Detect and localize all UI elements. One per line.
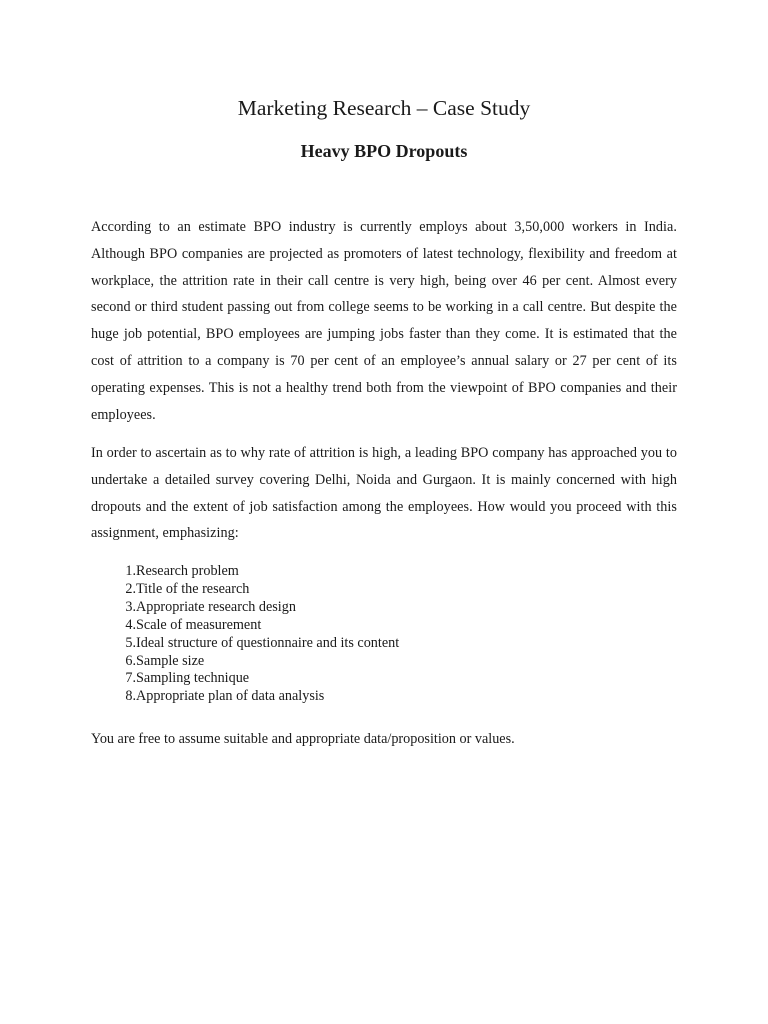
list-item-text: Research problem xyxy=(136,563,239,579)
list-item-number: 6. xyxy=(125,652,136,669)
intro-paragraph: According to an estimate BPO industry is currently employs about 3,50,000 workers in India. Although BPO companies are projected as promoters of latest technology, flexibility and freedom at workplace, the attrition rate in their call centre is very high, being over 46 per cent. Almost every second or third student passing out from college seems to be working in a call centre. But despite the huge job potential, BPO employees are jumping jobs faster than they come. It is estimated that the cost of attrition to a company is 70 per cent of an employee’s annual salary or 27 per cent of its operating expenses. This is not a healthy trend both from the viewpoint of BPO companies and their employees. xyxy=(91,219,677,423)
list-item-number: 2. xyxy=(125,580,136,597)
list-item-text: Appropriate plan of data analysis xyxy=(136,688,325,705)
list-item xyxy=(91,688,399,706)
list-item-number: 4. xyxy=(125,616,136,633)
list-item xyxy=(91,599,399,617)
list-item-number: 5. xyxy=(125,634,136,651)
list-item xyxy=(91,635,399,653)
list-item-number: 1. xyxy=(125,563,136,579)
list-item xyxy=(91,670,399,688)
document-subtitle: Heavy BPO Dropouts xyxy=(300,141,468,161)
list-item-number: 7. xyxy=(125,670,136,687)
document-title: Marketing Research – Case Study xyxy=(237,96,531,120)
list-item-number: 8. xyxy=(125,688,136,705)
list-item-text: Scale of measurement xyxy=(136,616,262,633)
list-item xyxy=(91,581,399,599)
list-item xyxy=(91,653,399,671)
closing-note: You are free to assume suitable and appropriate data/proposition or values. xyxy=(91,731,515,747)
emphasis-list xyxy=(91,563,399,706)
list-item-text: Appropriate research design xyxy=(136,598,296,615)
list-item xyxy=(91,563,399,581)
list-item-text: Title of the research xyxy=(136,580,250,597)
list-item-text: Sampling technique xyxy=(136,670,250,687)
list-item xyxy=(91,617,399,635)
assignment-paragraph: In order to ascertain as to why rate of attrition is high, a leading BPO company has approached you to undertake a detailed survey covering Delhi, Noida and Gurgaon. It is mainly concerned with high dropouts and the extent of job satisfaction among the employees. How would you proceed with this assignment, emphasizing: xyxy=(91,445,677,542)
list-item-text: Sample size xyxy=(136,652,205,669)
list-item-text: Ideal structure of questionnaire and its content xyxy=(136,634,400,651)
list-item-number: 3. xyxy=(125,598,136,615)
